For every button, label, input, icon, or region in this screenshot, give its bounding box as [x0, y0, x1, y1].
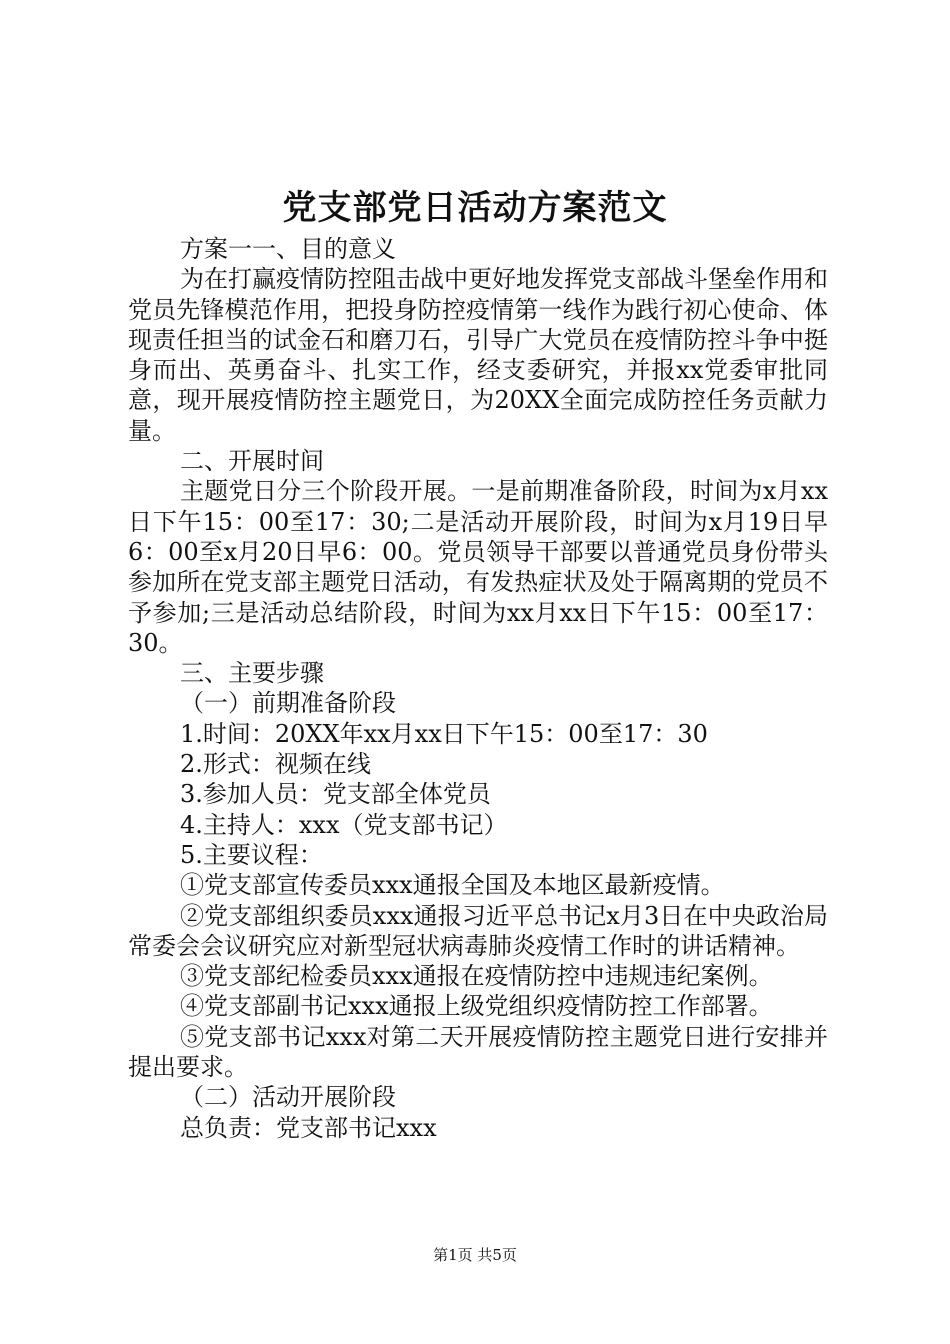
paragraph-responsible: 总负责：党支部书记xxx — [180, 1113, 437, 1142]
document-body — [128, 234, 828, 1143]
list-item: 3.参加人员：党支部全体党员 — [180, 780, 491, 809]
paragraph-intro-heading: 方案一一、目的意义 — [180, 235, 396, 263]
paragraph-time: 主题党日分三个阶段开展。一是前期准备阶段，时间为x月xx日下午15：00至17：30;二是活动开展阶段，时间为x月19日早6：00至x月20日早6：00。党员领导干部要以普通党员身份带头参加所在党支部主题党日活动，有发热症状及处于隔离期的党员不予参加;三是活动总结阶段，时间为xx月xx日下午15：00至17：30。 — [128, 477, 828, 657]
list-item: 1.时间：20XX年xx月xx日下午15：00至17：30 — [180, 719, 708, 748]
agenda-item: ②党支部组织委员xxx通报习近平总书记x月3日在中央政治局常委会会议研究应对新型冠状病毒肺炎疫情工作时的讲话精神。 — [128, 901, 828, 960]
agenda-item: ⑤党支部书记xxx对第二天开展疫情防控主题党日进行安排并提出要求。 — [128, 1022, 828, 1082]
page-footer: 第1页 共5页 — [433, 1246, 517, 1264]
paragraph-stage-one: （一）前期准备阶段 — [180, 689, 396, 718]
agenda-item: ①党支部宣传委员xxx通报全国及本地区最新疫情。 — [180, 871, 725, 900]
paragraph-time-heading: 二、开展时间 — [180, 447, 324, 476]
agenda-item: ④党支部副书记xxx通报上级党组织疫情防控工作部署。 — [180, 992, 773, 1021]
list-item: 4.主持人：xxx（党支部书记） — [180, 810, 508, 839]
paragraph-purpose: 为在打赢疫情防控阻击战中更好地发挥党支部战斗堡垒作用和党员先锋模范作用，把投身防控疫情第一线作为践行初心使命、体现责任担当的试金石和磨刀石，引导广大党员在疫情防控斗争中挺身而出、英勇奋斗、扎实工作，经支委研究，并报xx党委审批同意，现开展疫情防控主题党日，为20XX全面完成防控任务贡献力量。 — [128, 265, 828, 445]
paragraph-stage-two: （二）活动开展阶段 — [180, 1083, 396, 1112]
agenda-item: ③党支部纪检委员xxx通报在疫情防控中违规违纪案例。 — [180, 962, 773, 991]
list-item: 5.主要议程： — [180, 840, 323, 869]
list-item: 2.形式：视频在线 — [180, 750, 371, 779]
paragraph-steps-heading: 三、主要步骤 — [180, 659, 324, 688]
document-title: 党支部党日活动方案范文 — [282, 188, 668, 228]
